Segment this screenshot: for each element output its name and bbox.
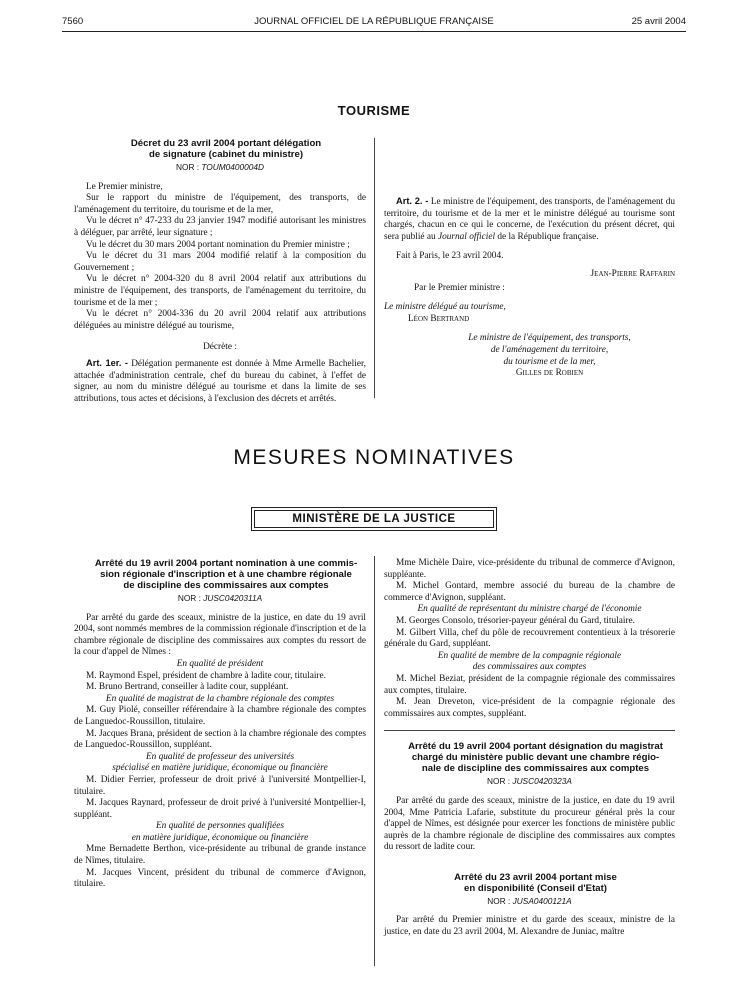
arrete1-s6-m1: M. Michel Beziat, président de la compagnie régionale des commissaires aux comptes, titulaire. xyxy=(384,673,675,696)
arrete2-title-line1: Arrêté du 19 avril 2004 portant désignation du magistrat xyxy=(408,741,663,753)
arrete3-nor: NOR : JUSA0400121A xyxy=(487,895,572,906)
arrete1-s1-m1: M. Raymond Espel, président de chambre à ladite cour, titulaire. xyxy=(86,670,326,681)
arrete1-s4-l2: en matière juridique, économique ou financière xyxy=(131,832,309,843)
arrete1-s3-m2: M. Jacques Raynard, professeur de droit privé à l'université Montpellier-I, suppléant. xyxy=(74,798,366,820)
arrete1-s4-m4: M. Michel Gontard, membre associé du bureau de la chambre de commerce d'Avignon, suppléant. xyxy=(384,581,675,603)
decret-min-tourisme-name: Léon Bertrand xyxy=(408,313,470,324)
decret-p6: Vu le décret n° 2004-320 du 8 avril 2004 relatif aux attributions du ministre de l'équipement, des transports, de l'aménagement du territoire, du tourisme et de la mer ; xyxy=(74,274,366,308)
arrete1-s5-m2: M. Gilbert Villa, chef du pôle de recouvrement contentieux à la trésorerie générale du Gard, suppléant. xyxy=(384,627,675,650)
arrete1-s6-m2: M. Jean Dreveton, vice-président de la compagnie régionale des commissaires aux comptes, suppléant. xyxy=(384,697,675,719)
decret-left-column xyxy=(74,138,366,405)
decret-p5: Vu le décret du 31 mars 2004 modifié relatif à la composition du Gouvernement ; xyxy=(74,251,366,273)
arrete1-title-line3: de discipline des commissaires aux comptes xyxy=(123,580,329,591)
decret-p4: Vu le décret du 30 mars 2004 portant nomination du Premier ministre ; xyxy=(86,239,350,250)
arrete1-s4-m3: Mme Michèle Daire, vice-présidente du tribunal de commerce d'Avignon, suppléante. xyxy=(384,558,675,580)
header-rule xyxy=(62,31,686,32)
column-divider-bottom xyxy=(374,556,375,966)
decret-nor: NOR : TOUM0400004D xyxy=(176,162,264,172)
decret-p7: Vu le décret n° 2004-336 du 20 avril 2004 relatif aux attributions déléguées au ministre délégué au tourisme, xyxy=(74,309,366,331)
decret-title-line1: Décret du 23 avril 2004 portant délégation xyxy=(130,138,322,149)
decret-min-equip-role1: Le ministre de l'équipement, des transports, xyxy=(468,333,631,344)
arrete2-text: Par arrêté du garde des sceaux, ministre de la justice, en date du 19 avril 2004, Mme Patricia Lafarie, substitute du procureur général près la cour d'appel de Nîmes, est désignée pour exercer les fonctions de ministère public auprès de la chambre régionale de discipline des commissaires aux comptes du ressort de ladite cour. xyxy=(384,795,675,853)
decret-art2: Art. 2. - Le ministre de l'équipement, des transports, de l'aménagement du territoire, du tourisme et de la mer et le ministre délégué au tourisme sont chargés, chacun en ce qui le concerne, de l'exécution du présent décret, qui sera publié au Journal officiel de la République française. xyxy=(384,196,675,242)
decret-fait: Fait à Paris, le 23 avril 2004. xyxy=(396,251,504,262)
decret-art1: Art. 1er. - Délégation permanente est donnée à Mme Armelle Bachelier, attachée d'administration centrale, chef du bureau du cabinet, à l'effet de signer, au nom du ministre délégué au tourisme et dans la limite de ses attributions, tous actes et décisions, à l'exclusion des décrets et arrêtés. xyxy=(74,357,367,404)
arrete1-s5-m1: M. Georges Consolo, trésorier-payeur général du Gard, titulaire. xyxy=(396,615,635,626)
arrete2-title-line2: chargé du ministère public devant une chambre régio- xyxy=(411,752,660,764)
page-number: 7560 xyxy=(62,16,84,27)
arrete1-s1-m2: M. Bruno Bertrand, conseiller à ladite cour, suppléant. xyxy=(86,682,289,693)
arrete1-s3-m1: M. Didier Ferrier, professeur de droit privé à l'université Montpellier-I, titulaire. xyxy=(74,774,366,797)
arrete1-s3-l2: spécialisé en matière juridique, économique ou financière xyxy=(112,763,328,774)
decret-par-pm: Par le Premier ministre : xyxy=(414,282,505,293)
ministere-title: MINISTÈRE DE LA JUSTICE xyxy=(254,510,494,528)
column-divider-top xyxy=(374,138,375,398)
journal-title: JOURNAL OFFICIEL DE LA RÉPUBLIQUE FRANÇAISE xyxy=(254,16,494,27)
decret-right-column xyxy=(384,138,675,380)
decret-signer-pm: Jean-Pierre Raffarin xyxy=(590,268,675,279)
decret-p2: Sur le rapport du ministre de l'équipement, des transports, de l'aménagement du territoire, du tourisme et de la mer, xyxy=(74,193,366,215)
arrete1-s2: En qualité de magistrat de la chambre régionale des comptes xyxy=(105,693,335,704)
arrete-right-column xyxy=(384,558,675,939)
decret-title-line2: de signature (cabinet du ministre) xyxy=(148,149,304,160)
decret-min-equip-name: Gilles de Robien xyxy=(515,368,584,379)
arrete2-nor: NOR : JUSC0420323A xyxy=(487,776,572,787)
decret-min-equip-role2: de l'aménagement du territoire, xyxy=(490,344,609,355)
arrete2-title-line3: nale de discipline des commissaires aux comptes xyxy=(421,763,650,775)
mesures-nominatives-title: MESURES NOMINATIVES xyxy=(233,446,515,469)
arrete3-text: Par arrêté du Premier ministre et du garde des sceaux, ministre de la justice, en date du 23 avril 2004, M. Alexandre de Juniac, maître xyxy=(384,915,675,938)
arrete1-s2-m2: M. Jacques Brana, président de section à la chambre régionale des comptes de Languedoc-Roussillon, suppléant. xyxy=(74,728,366,751)
arrete3-title-line1: Arrêté du 23 avril 2004 portant mise xyxy=(454,871,617,883)
arrete1-left-column xyxy=(74,558,366,891)
arrete3-title-line2: en disponibilité (Conseil d'Etat) xyxy=(464,882,607,894)
arrete1-title-line2: sion régionale d'inscription et à une chambre régionale xyxy=(100,569,352,580)
section-tourisme-title: TOURISME xyxy=(337,103,411,118)
arrete1-s6-l2: des commissaires aux comptes xyxy=(472,662,587,673)
arrete1-s1: En qualité de président xyxy=(176,658,264,669)
arrete1-s4-m2: M. Jacques Vincent, président du tribunal de commerce d'Avignon, titulaire. xyxy=(74,867,366,890)
arrete1-intro: Par arrêté du garde des sceaux, ministre de la justice, en date du 19 avril 2004, sont nommés membres de la commission régionale d'inscription et de la chambre régionale de discipline des commissaires aux comptes du ressort de la cour d'appel de Nîmes : xyxy=(74,612,366,658)
decret-p3: Vu le décret n° 47-233 du 23 janvier 1947 modifié autorisant les ministres à déléguer, par arrêté, leur signature ; xyxy=(74,216,366,238)
arrete1-s4-m1: Mme Bernadette Berthon, vice-présidente au tribunal de grande instance de Nîmes, titulaire. xyxy=(74,844,366,867)
decret-decrete: Décrète : xyxy=(203,342,237,353)
decret-min-equip-role3: du tourisme et de la mer, xyxy=(503,356,596,367)
arrete1-s6-l1: En qualité de membre de la compagnie régionale xyxy=(437,650,622,661)
page-date: 25 avril 2004 xyxy=(631,16,686,27)
arrete1-s3-l1: En qualité de professeur des universités xyxy=(145,751,295,762)
arrete1-s5: En qualité de représentant du ministre chargé de l'économie xyxy=(417,604,642,615)
decret-p1: Le Premier ministre, xyxy=(86,181,163,192)
ministere-box xyxy=(251,507,497,531)
arrete1-s4-l1: En qualité de personnes qualifiées xyxy=(155,821,285,832)
arrete1-nor: NOR : JUSC0420311A xyxy=(177,593,263,603)
arrete1-title-line1: Arrêté du 19 avril 2004 portant nomination à une commis- xyxy=(94,558,358,569)
arrete1-s2-m1: M. Guy Piolé, conseiller référendaire à la chambre régionale des comptes de Languedoc-Roussillon, titulaire. xyxy=(74,705,366,727)
decret-min-tourisme-role: Le ministre délégué au tourisme, xyxy=(384,302,506,313)
separator-arrete2 xyxy=(384,730,675,731)
